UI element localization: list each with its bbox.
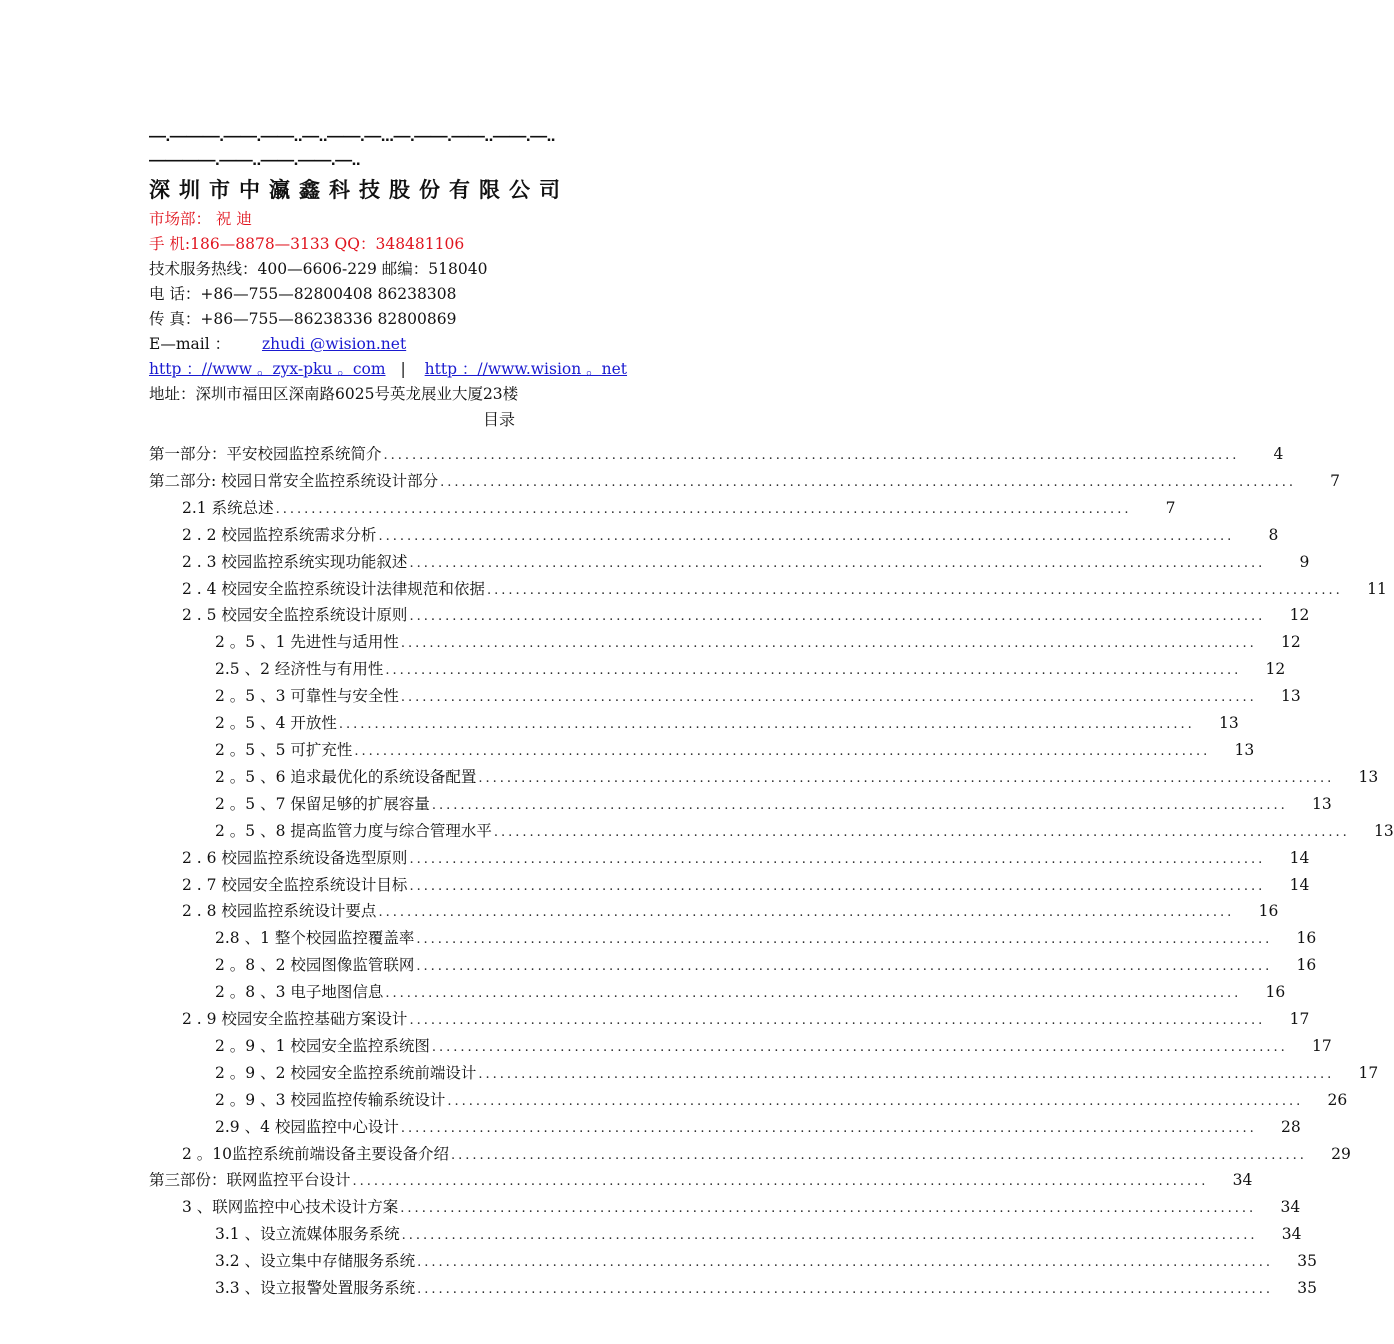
- toc-entry-label: 2.5 、2 经济性与有用性: [215, 660, 384, 679]
- toc-entry[interactable]: [149, 873, 1310, 900]
- website-line: [149, 357, 809, 382]
- toc-entry[interactable]: [149, 577, 1387, 604]
- toc-entry-page: 14: [1289, 875, 1310, 894]
- toc-entry[interactable]: [149, 496, 1176, 523]
- website-link-zyx[interactable]: http ：//www 。zyx-pku 。com: [149, 360, 386, 378]
- toc-entry[interactable]: [149, 1115, 1301, 1142]
- toc-entry[interactable]: [149, 926, 1317, 953]
- toc-entry-label: 3.1 、设立流媒体服务系统: [215, 1225, 400, 1244]
- toc-entry[interactable]: [149, 1222, 1302, 1249]
- toc-entry[interactable]: [149, 1007, 1310, 1034]
- toc-entry-label: 2 。10监控系统前端设备主要设备介绍: [182, 1144, 450, 1163]
- toc-entry[interactable]: [149, 738, 1255, 765]
- toc-entry-label: 2 。5 、4 开放性: [215, 714, 337, 733]
- toc-entry-page: 17: [1289, 1010, 1310, 1029]
- toc-entry-page: 13: [1219, 714, 1239, 733]
- toc-entry[interactable]: [149, 603, 1310, 630]
- toc-entry-page: 29: [1331, 1144, 1351, 1163]
- toc-entry[interactable]: [149, 1142, 1351, 1169]
- toc-entry-page: 34: [1280, 1198, 1301, 1217]
- toc-dot-leader: ........................................................................................................................: [401, 1228, 1258, 1244]
- toc-entry[interactable]: [149, 630, 1301, 657]
- toc-entry-label: 第二部分: 校园日常安全监控系统设计部分: [149, 471, 439, 490]
- toc-entry-label: 2 。9 、2 校园安全监控系统前端设计: [215, 1063, 477, 1082]
- toc-entry-label: 2 . 8 校园监控系统设计要点: [182, 902, 377, 921]
- toc-dot-leader: ........................................................................................................................: [409, 609, 1266, 625]
- toc-entry-page: 13: [1281, 687, 1301, 706]
- toc-dot-leader: ........................................................................................................................: [478, 770, 1335, 786]
- decorative-dash-line-2: ————.——..——.——.—..: [149, 150, 361, 169]
- toc-dot-leader: ........................................................................................................................: [338, 717, 1195, 733]
- phone-line: 电 话：+86—755—82800408 86238308: [149, 285, 457, 303]
- toc-entry[interactable]: [149, 1168, 1253, 1195]
- toc-dot-leader: ........................................................................................................................: [493, 824, 1350, 840]
- toc-entry[interactable]: [149, 442, 1284, 469]
- toc-dot-leader: ........................................................................................................................: [400, 1120, 1257, 1136]
- toc-entry-page: 16: [1296, 956, 1317, 975]
- toc-dot-leader: ........................................................................................................................: [417, 1255, 1273, 1271]
- toc-entry[interactable]: [149, 711, 1239, 738]
- toc-dot-leader: ........................................................................................................................: [431, 797, 1288, 813]
- toc-title: 目录: [482, 410, 515, 429]
- toc-entry-label: 2 。5 、8 提高监管力度与综合管理水平: [215, 821, 492, 840]
- toc-entry-page: 7: [1165, 498, 1176, 517]
- toc-dot-leader: ........................................................................................................................: [385, 986, 1242, 1002]
- toc-entry-page: 13: [1312, 794, 1332, 813]
- toc-entry-label: 2 。5 、5 可扩充性: [215, 740, 353, 759]
- toc-entry[interactable]: [149, 469, 1341, 496]
- toc-entry-label: 2 . 5 校园安全监控系统设计原则: [182, 606, 408, 625]
- toc-entry-page: 16: [1265, 983, 1286, 1002]
- toc-entry-label: 3.2 、设立集中存储服务系统: [215, 1252, 416, 1271]
- toc-dot-leader: ........................................................................................................................: [378, 905, 1235, 921]
- toc-entry-page: 13: [1234, 740, 1255, 759]
- toc-dot-leader: ........................................................................................................................: [409, 555, 1266, 571]
- toc-entry[interactable]: [149, 765, 1379, 792]
- toc-entry-label: 第三部份：联网监控平台设计: [149, 1171, 351, 1190]
- toc-dot-leader: ........................................................................................................................: [478, 1066, 1335, 1082]
- address-line: 地址：深圳市福田区深南路6025号英龙展业大厦23楼: [149, 385, 519, 403]
- toc-entry-label: 第一部分：平安校园监控系统简介: [149, 445, 382, 463]
- hotline-line: 技术服务热线：400—6606-229 邮编：518040: [149, 260, 488, 278]
- toc-entry-label: 2 。8 、3 电子地图信息: [215, 983, 384, 1002]
- toc-entry-page: 16: [1258, 902, 1279, 921]
- document-page: [149, 124, 1394, 1303]
- toc-entry-page: 8: [1268, 525, 1279, 544]
- toc-entry-label: 2 。5 、7 保留足够的扩展容量: [215, 794, 430, 813]
- toc-entry-label: 3.3 、设立报警处置服务系统: [215, 1279, 416, 1298]
- toc-dot-leader: ........................................................................................................................: [352, 1174, 1209, 1190]
- website-link-wision[interactable]: http ：//www.wision 。net: [424, 360, 628, 378]
- toc-entry[interactable]: [149, 819, 1394, 846]
- toc-entry-label: 2 . 2 校园监控系统需求分析: [182, 525, 377, 544]
- table-of-contents: [149, 442, 1394, 1303]
- toc-dot-leader: ........................................................................................................................: [383, 448, 1240, 463]
- toc-entry-page: 34: [1232, 1171, 1253, 1190]
- toc-entry-page: 11: [1367, 579, 1387, 598]
- toc-entry[interactable]: [149, 684, 1301, 711]
- toc-entry-label: 2 。9 、1 校园安全监控系统图: [215, 1036, 430, 1055]
- toc-entry-label: 2.8 、1 整个校园监控覆盖率: [215, 929, 415, 948]
- toc-dot-leader: ........................................................................................................................: [400, 1201, 1257, 1217]
- toc-entry[interactable]: [149, 1061, 1379, 1088]
- toc-entry-page: 35: [1297, 1279, 1317, 1298]
- fax-line: 传 真：+86—755—86238336 82800869: [149, 310, 457, 328]
- toc-dot-leader: ........................................................................................................................: [275, 501, 1132, 517]
- link-separator: |: [400, 360, 406, 378]
- toc-dot-leader: ........................................................................................................................: [400, 690, 1257, 706]
- toc-dot-leader: ........................................................................................................................: [378, 528, 1235, 544]
- toc-entry-page: 16: [1296, 929, 1317, 948]
- toc-entry[interactable]: [149, 657, 1286, 684]
- toc-entry-label: 2.9 、4 校园监控中心设计: [215, 1117, 399, 1136]
- toc-entry-page: 12: [1281, 633, 1301, 652]
- toc-dot-leader: ........................................................................................................................: [416, 959, 1273, 975]
- toc-entry-label: 2 . 3 校园监控系统实现功能叙述: [182, 552, 408, 571]
- toc-dot-leader: ........................................................................................................................: [417, 1282, 1273, 1298]
- toc-entry-page: 35: [1297, 1252, 1317, 1271]
- toc-dot-leader: ........................................................................................................................: [409, 878, 1266, 894]
- toc-entry-label: 2 。9 、3 校园监控传输系统设计: [215, 1090, 446, 1109]
- toc-entry-page: 17: [1312, 1036, 1332, 1055]
- toc-dot-leader: ........................................................................................................................: [451, 1147, 1307, 1163]
- toc-dot-leader: ........................................................................................................................: [416, 932, 1273, 948]
- toc-entry[interactable]: [149, 1195, 1301, 1222]
- toc-entry-page: 13: [1358, 767, 1379, 786]
- toc-dot-leader: ........................................................................................................................: [409, 1013, 1266, 1029]
- toc-entry-label: 2 。5 、1 先进性与适用性: [215, 633, 399, 652]
- toc-dot-leader: ........................................................................................................................: [354, 743, 1211, 759]
- toc-entry-label: 2 . 4 校园安全监控系统设计法律规范和依据: [182, 579, 485, 598]
- toc-entry[interactable]: [149, 1088, 1348, 1115]
- toc-dot-leader: ........................................................................................................................: [440, 474, 1297, 490]
- decorative-dash-line-1: —.———.——.——..—..——.—...—.——.——..——.—..: [149, 126, 556, 145]
- toc-entry[interactable]: [149, 980, 1286, 1007]
- toc-entry[interactable]: [149, 523, 1279, 550]
- market-dept-line: 市场部： 祝 迪: [149, 210, 252, 228]
- toc-entry-page: 12: [1265, 660, 1286, 679]
- toc-entry-page: 7: [1330, 471, 1341, 490]
- toc-dot-leader: ........................................................................................................................: [400, 636, 1257, 652]
- toc-entry[interactable]: [149, 846, 1310, 873]
- toc-dot-leader: ........................................................................................................................: [385, 663, 1242, 679]
- toc-entry-label: 2 。8 、2 校园图像监管联网: [215, 956, 415, 975]
- toc-entry-label: 2 . 6 校园监控系统设备选型原则: [182, 848, 408, 867]
- toc-dot-leader: ........................................................................................................................: [409, 851, 1266, 867]
- mobile-line: 手 机:186—8878—3133 QQ：348481106: [149, 235, 465, 253]
- toc-entry-label: 2 . 9 校园安全监控基础方案设计: [182, 1010, 408, 1029]
- toc-entry-page: 13: [1374, 821, 1394, 840]
- toc-entry[interactable]: [149, 792, 1332, 819]
- company-name: 深圳市中瀛鑫科技股份有限公司: [149, 178, 569, 202]
- toc-entry-page: 14: [1289, 848, 1310, 867]
- toc-entry-page: 17: [1358, 1063, 1379, 1082]
- toc-entry[interactable]: [149, 550, 1310, 577]
- toc-entry[interactable]: [149, 1276, 1317, 1303]
- toc-entry-label: 2 。5 、6 追求最优化的系统设备配置: [215, 767, 477, 786]
- toc-entry-page: 28: [1281, 1117, 1301, 1136]
- toc-dot-leader: ........................................................................................................................: [486, 582, 1343, 598]
- toc-entry-page: 12: [1289, 606, 1310, 625]
- toc-entry-page: 34: [1281, 1225, 1302, 1244]
- toc-entry[interactable]: [149, 899, 1279, 926]
- toc-entry-page: 9: [1299, 552, 1310, 571]
- toc-entry-label: 2 . 7 校园安全监控系统设计目标: [182, 875, 408, 894]
- email-label: E—mail ：: [149, 335, 231, 353]
- toc-entry-label: 2.1 系统总述: [182, 498, 274, 517]
- toc-dot-leader: ........................................................................................................................: [447, 1093, 1304, 1109]
- toc-entry-label: 3 、联网监控中心技术设计方案: [182, 1198, 399, 1217]
- toc-entry-page: 4: [1273, 445, 1284, 463]
- email-link[interactable]: zhudi @wision.net: [261, 335, 407, 353]
- toc-entry[interactable]: [149, 953, 1317, 980]
- toc-entry-label: 2 。5 、3 可靠性与安全性: [215, 687, 399, 706]
- toc-entry[interactable]: [149, 1249, 1317, 1276]
- toc-entry-page: 26: [1327, 1090, 1348, 1109]
- email-line: [149, 332, 809, 357]
- toc-entry[interactable]: [149, 1034, 1332, 1061]
- toc-dot-leader: ........................................................................................................................: [431, 1039, 1288, 1055]
